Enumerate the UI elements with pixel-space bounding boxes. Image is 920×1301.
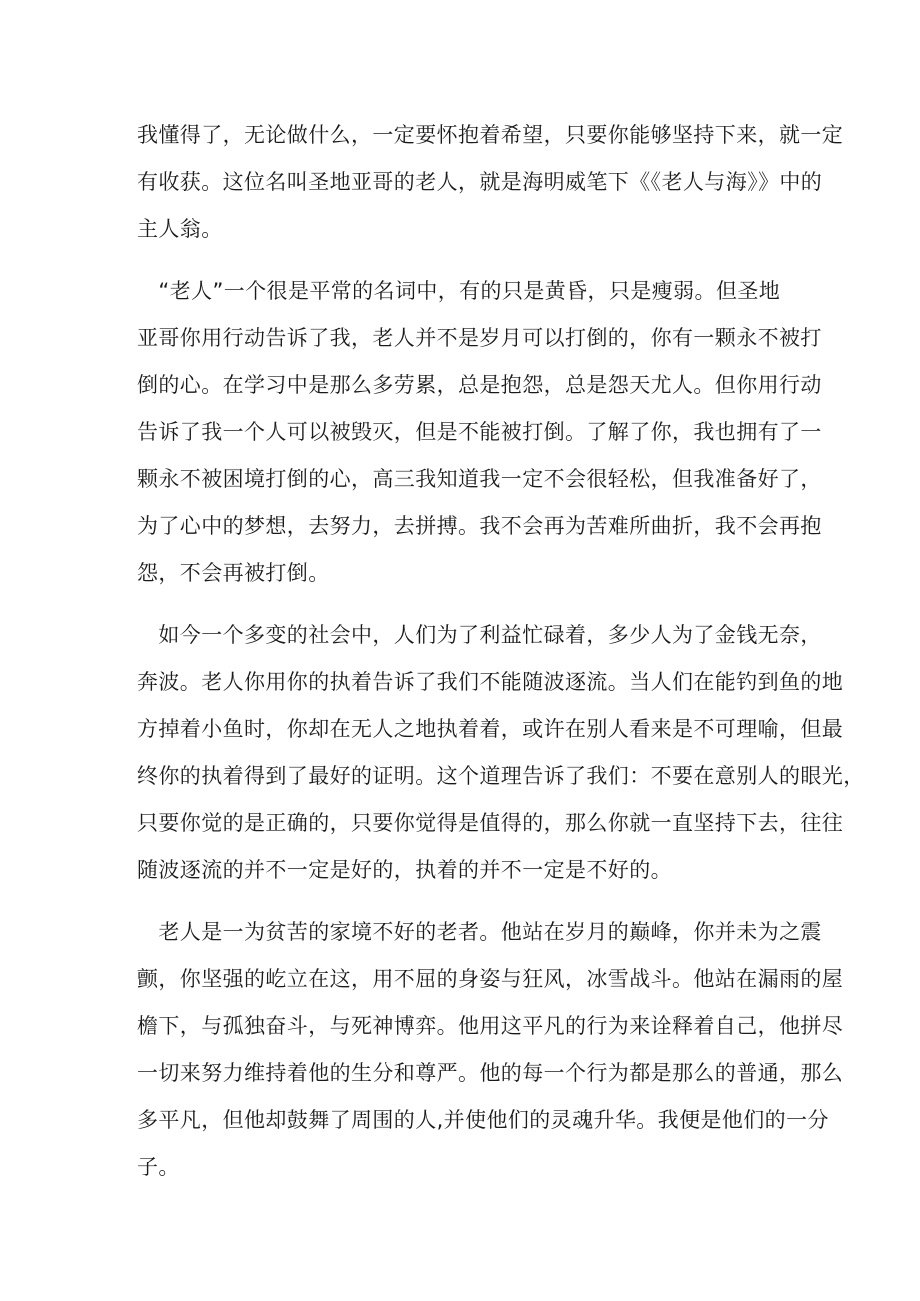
text-line: 有收获。这位名叫圣地亚哥的老人，就是海明威笔下《《老人与海》》中的: [137, 170, 823, 194]
text-line: 多平凡，但他却鼓舞了周围的人,并使他们的灵魂升华。我便是他们的一分: [137, 1108, 829, 1132]
text-line: 我懂得了，无论做什么，一定要怀抱着希望，只要你能够坚持下来，就一定: [137, 123, 844, 147]
essay-body: [137, 112, 865, 1206]
paragraph-3: [137, 612, 865, 894]
text-line: 怨，不会再被打倒。: [137, 561, 330, 585]
text-line: 为了心中的梦想，去努力，去拼搏。我不会再为苦难所曲折，我不会再抱: [137, 514, 822, 538]
text-line: 颤，你坚强的屹立在这，用不屈的身姿与狂风，冰雪战斗。他站在漏雨的屋: [137, 967, 844, 991]
text-line: 方掉着小鱼时，你却在无人之地执着着，或许在别人看来是不可理喻，但最: [137, 717, 844, 741]
text-line: 倒的心。在学习中是那么多劳累，总是抱怨，总是怨天尤人。但你用行动: [137, 373, 822, 397]
text-line: 子。: [137, 1155, 180, 1179]
text-line: 檐下，与孤独奋斗，与死神博弈。他用这平凡的行为来诠释着自己，他拼尽: [137, 1014, 844, 1038]
text-line: 如今一个多变的社会中，人们为了利益忙碌着，多少人为了金钱无奈，: [137, 623, 822, 647]
text-line: 告诉了我一个人可以被毁灭，但是不能被打倒。了解了你，我也拥有了一: [137, 420, 822, 444]
text-line: 终你的执着得到了最好的证明。这个道理告诉了我们：不要在意别人的眼光，: [137, 764, 865, 788]
paragraph-4: [137, 909, 844, 1191]
text-line: 随波逐流的并不一定是好的，执着的并不一定是不好的。: [137, 858, 672, 882]
text-line: “老人”一个很是平常的名词中，有的只是黄昏，只是瘦弱。但圣地: [137, 279, 781, 303]
paragraph-1: [137, 112, 844, 253]
text-line: 亚哥你用行动告诉了我，老人并不是岁月可以打倒的，你有一颗永不被打: [137, 326, 822, 350]
text-line: 一切来努力维持着他的生分和尊严。他的每一个行为都是那么的普通，那么: [137, 1061, 844, 1085]
paragraph-2: [137, 268, 822, 597]
text-line: 奔波。老人你用你的执着告诉了我们不能随波逐流。当人们在能钓到鱼的地: [137, 670, 844, 694]
text-line: 主人翁。: [137, 217, 223, 241]
text-line: 颗永不被困境打倒的心，高三我知道我一定不会很轻松，但我准备好了，: [137, 467, 822, 491]
text-line: 只要你觉的是正确的，只要你觉得是值得的，那么你就一直坚持下去，往往: [137, 811, 844, 835]
text-line: 老人是一为贫苦的家境不好的老者。他站在岁月的巅峰，你并未为之震: [137, 920, 822, 944]
